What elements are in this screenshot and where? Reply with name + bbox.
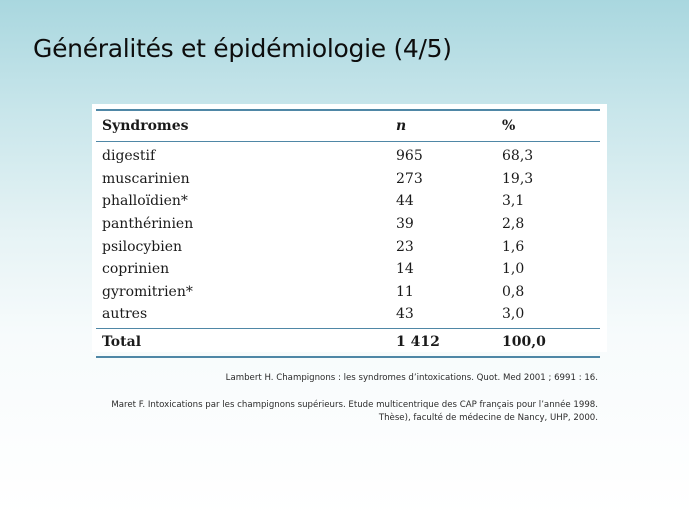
- syndromes-table: [96, 109, 600, 358]
- reference-maret-line1: Maret F. Intoxications par les champignons supérieurs. Etude multicentrique des CAP français pour l’année 1998.: [111, 400, 598, 410]
- header-percent: %: [496, 110, 600, 142]
- header-n: n: [390, 110, 496, 142]
- table-row: [96, 190, 600, 213]
- syndrome-count: 965: [396, 148, 423, 165]
- slide-title: Généralités et épidémiologie (4/5): [33, 34, 452, 63]
- syndrome-count: 44: [396, 193, 414, 210]
- syndrome-percent: 2,8: [502, 216, 525, 233]
- table-header-row: [96, 110, 600, 142]
- table-row: [96, 303, 600, 328]
- syndrome-count: 43: [396, 306, 414, 323]
- syndrome-count: 273: [396, 170, 423, 187]
- total-count: 1 412: [390, 328, 496, 357]
- syndrome-name: gyromitrien*: [102, 283, 193, 300]
- syndrome-percent: 1,6: [502, 238, 525, 255]
- syndrome-percent: 1,0: [502, 261, 525, 278]
- table-row: [96, 213, 600, 236]
- header-syndromes: Syndromes: [96, 110, 390, 142]
- syndrome-percent: 19,3: [502, 170, 534, 187]
- syndrome-name: digestif: [102, 148, 156, 165]
- syndrome-count: 39: [396, 216, 414, 233]
- syndrome-name: phalloïdien*: [102, 193, 188, 210]
- table-row: [96, 258, 600, 281]
- syndrome-name: autres: [102, 306, 148, 323]
- syndrome-name: muscarinien: [102, 170, 190, 187]
- references: [38, 372, 598, 425]
- syndrome-count: 23: [396, 238, 414, 255]
- syndrome-count: 11: [396, 283, 414, 300]
- total-percent: 100,0: [496, 328, 600, 357]
- total-label: Total: [96, 328, 390, 357]
- syndrome-name: coprinien: [102, 261, 170, 278]
- syndrome-percent: 3,1: [502, 193, 525, 210]
- reference-maret-line2: Thèse), faculté de médecine de Nancy, UHP, 2000.: [378, 413, 598, 423]
- table-row: [96, 168, 600, 191]
- syndrome-name: panthérinien: [102, 216, 194, 233]
- syndrome-name: psilocybien: [102, 238, 183, 255]
- reference-lambert: Lambert H. Champignons : les syndromes d’intoxications. Quot. Med 2001 ; 6991 : 16.: [225, 373, 598, 383]
- table-total-row: [96, 328, 600, 357]
- syndrome-percent: 68,3: [502, 148, 534, 165]
- syndrome-percent: 0,8: [502, 283, 525, 300]
- syndrome-count: 14: [396, 261, 414, 278]
- syndrome-percent: 3,0: [502, 306, 525, 323]
- syndromes-table-panel: [92, 104, 607, 352]
- table-row: [96, 142, 600, 168]
- table-row: [96, 281, 600, 304]
- table-row: [96, 235, 600, 258]
